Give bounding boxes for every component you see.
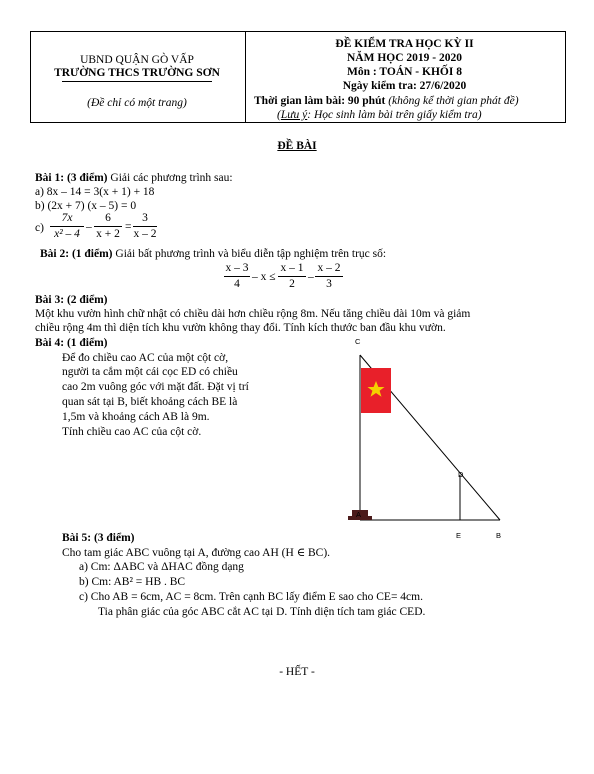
frac-num: x – 1 [280, 262, 304, 274]
bai1-c-fraction-3 [133, 212, 157, 241]
frac-den: 2 [289, 278, 295, 290]
exam-title: ĐỀ KIỂM TRA HỌC KỲ II [335, 38, 474, 50]
bai2-label: Bài 2: (1 điểm) [40, 248, 113, 260]
frac-num: 7x [61, 212, 73, 224]
bai1-c-label: c) [35, 222, 44, 234]
bai4-line-2: người ta cắm một cái cọc ED có chiều [62, 366, 238, 378]
bai1-c-fraction-2 [94, 212, 122, 241]
bai4-line-4: quan sát tại B, biết khoảng cách BE là [62, 396, 238, 408]
bai1-c-fraction-1 [50, 212, 84, 241]
bai3-line-1: Một khu vườn hình chữ nhật có chiều dài hơn chiều rộng 8m. Nếu tăng chiều dài 10m và giảm [35, 308, 471, 320]
bai1-label: Bài 1: (3 điểm) [35, 172, 108, 184]
note-line [277, 108, 482, 122]
bai2-fraction-1 [224, 262, 250, 291]
school-year: NĂM HỌC 2019 - 2020 [347, 52, 462, 64]
flagpole-figure [340, 335, 520, 545]
frac-num: x – 2 [317, 262, 341, 274]
bai1-text: Giải các phương trình sau: [107, 172, 233, 184]
bai5-c-line-1: c) Cho AB = 6cm, AC = 8cm. Trên cạnh BC lấy điểm E sao cho CE= 4cm. [79, 591, 423, 603]
bai4-line-1: Để đo chiều cao AC của một cột cờ, [62, 352, 229, 364]
bai5-b: b) Cm: AB² = HB . BC [79, 576, 186, 588]
frac-den: x – 2 [133, 228, 157, 240]
school-name: TRƯỜNG THCS TRƯỜNG SƠN [54, 67, 220, 79]
bai5-c-line-2: Tia phân giác của góc ABC cắt AC tại D. Tính diện tích tam giác CED. [98, 606, 426, 618]
bai5-a: a) Cm: ΔABC và ΔHAC đồng dạng [79, 561, 244, 573]
label-b: B [496, 531, 502, 540]
bai1-a: a) 8x – 14 = 3(x + 1) + 18 [35, 186, 155, 198]
frac-num: x – 3 [225, 262, 249, 274]
time-line [254, 94, 519, 108]
label-d: D [458, 470, 464, 479]
bai2-text: Giải bất phương trình và biểu diễn tập nghiệm trên trục số: [112, 248, 387, 260]
bai5-label: Bài 5: (3 điểm) [62, 532, 135, 544]
frac-den: 3 [326, 278, 332, 290]
district-name: UBND QUẬN GÒ VẤP [80, 54, 194, 66]
time-note: (không kể thời gian phát đề) [388, 95, 519, 107]
note-open: ( [277, 109, 281, 121]
exam-date: Ngày kiểm tra: 27/6/2020 [342, 80, 467, 92]
bai1-heading [35, 171, 233, 185]
bai5-intro: Cho tam giác ABC vuông tại A, đường cao AH (H ∈ BC). [62, 547, 331, 559]
time-label: Thời gian làm bài: 90 phút [254, 95, 386, 107]
frac-den: 4 [234, 278, 240, 290]
bai2-fraction-2 [278, 262, 306, 291]
bai4-line-3: cao 2m vuông góc với mặt đất. Đặt vị trí [62, 381, 249, 393]
school-underline [62, 81, 212, 82]
page-note: (Đề chỉ có một trang) [87, 97, 187, 109]
bai3-label: Bài 3: (2 điểm) [35, 294, 108, 306]
note-label: Lưu ý [280, 109, 308, 121]
note-text: : Học sinh làm bài trên giấy kiểm tra) [307, 109, 482, 121]
frac-num: 3 [142, 212, 148, 224]
page-title: ĐỀ BÀI [277, 140, 317, 152]
bai2-heading [40, 247, 386, 261]
frac-num: 6 [105, 212, 111, 224]
frac-den: x + 2 [96, 228, 120, 240]
bai2-op: – [308, 271, 314, 283]
bai2-fraction-3 [315, 262, 343, 291]
bai2-middle: – x ≤ [252, 271, 276, 283]
end-marker: - HẾT - [279, 666, 315, 678]
label-c: C [355, 337, 361, 346]
label-a: A [356, 510, 362, 519]
bai1-c-op: – [86, 221, 92, 233]
bai4-line-5: 1,5m và khoảng cách AB là 9m. [62, 411, 210, 423]
bai1-c-eq: = [125, 221, 132, 233]
label-e: E [456, 531, 462, 540]
frac-den: x² – 4 [54, 228, 80, 240]
bai4-label: Bài 4: (1 điểm) [35, 337, 108, 349]
bai3-line-2: chiều rộng 4m thì diện tích khu vườn không thay đổi. Tính kích thước ban đầu khu vườn. [35, 322, 446, 334]
bai4-line-6: Tính chiều cao AC của cột cờ. [62, 426, 202, 438]
bai1-b: b) (2x + 7) (x – 5) = 0 [35, 200, 137, 212]
subject: Môn : TOÁN - KHỐI 8 [347, 66, 462, 78]
